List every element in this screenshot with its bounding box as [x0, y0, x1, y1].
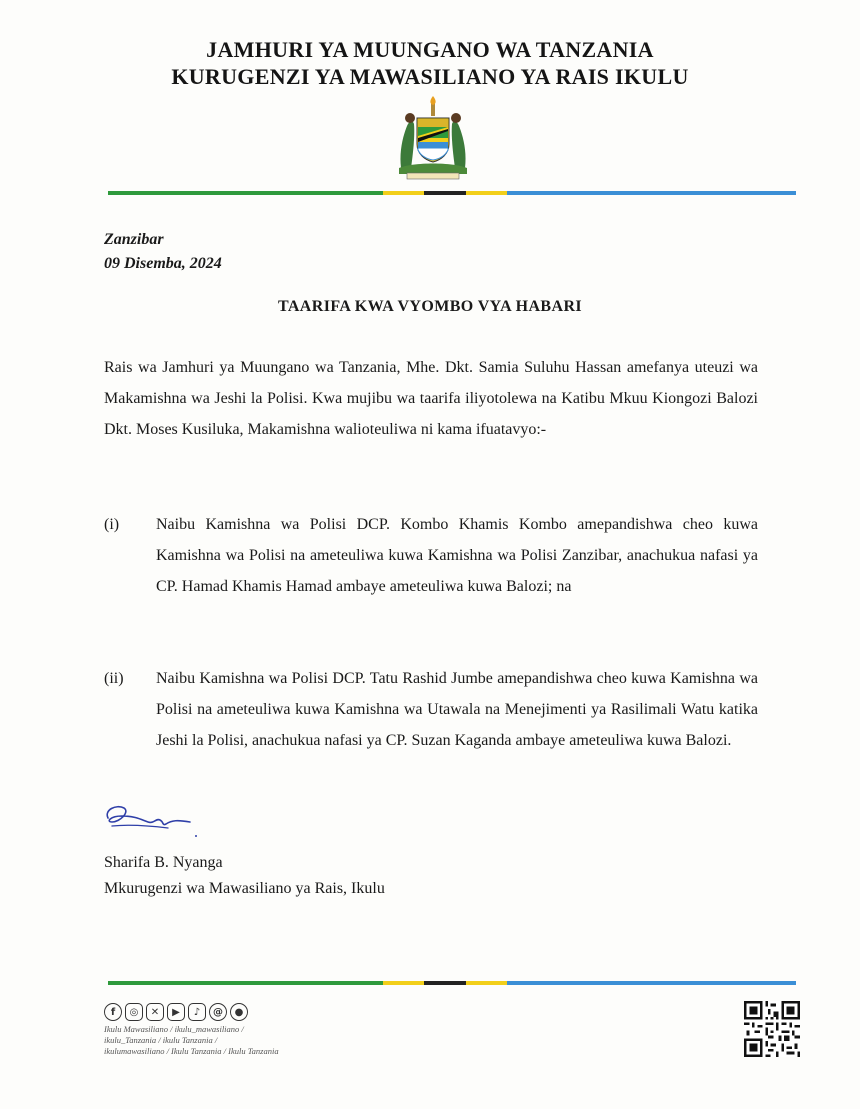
coat-of-arms-emblem: [393, 96, 473, 180]
tiktok-icon[interactable]: ♪: [188, 1003, 206, 1021]
signatory-name: Sharifa B. Nyanga: [104, 854, 223, 871]
podcast-icon[interactable]: ●: [230, 1003, 248, 1021]
x-icon[interactable]: ✕: [146, 1003, 164, 1021]
social-handles-line: ikulu_Tanzania / ikulu Tanzania /: [104, 1035, 218, 1045]
letterhead-line-2: KURUGENZI YA MAWASILIANO YA RAIS IKULU: [171, 64, 689, 89]
social-handles-line: Ikulu Mawasiliano / ikulu_mawasiliano /: [104, 1024, 244, 1034]
social-handles-line: ikulumawasiliano / Ikulu Tanzania / Ikulu Tanzania: [104, 1046, 279, 1056]
instagram-icon[interactable]: ◎: [125, 1003, 143, 1021]
social-icons-row: [104, 1003, 248, 1021]
threads-icon[interactable]: @: [209, 1003, 227, 1021]
date: 09 Disemba, 2024: [104, 255, 222, 272]
letterhead-line-1: JAMHURI YA MUUNGANO WA TANZANIA: [206, 37, 654, 62]
signatory-block: [104, 850, 385, 902]
list-item-number: (ii): [104, 670, 124, 687]
intro-paragraph: Rais wa Jamhuri ya Muungano wa Tanzania, Mhe. Dkt. Samia Suluhu Hassan amefanya uteuzi wa Makamishna wa Jeshi la Polisi. Kwa mujibu wa taarifa iliyotolewa na Katibu Mkuu Kiongozi Balozi Dkt. Moses Kusiluka, Makamishna walioteuliwa ni kama ifuatavyo:-: [104, 359, 758, 438]
social-handles: [104, 1024, 279, 1057]
list-item-text: Naibu Kamishna wa Polisi DCP. Kombo Khamis Kombo amepandishwa cheo kuwa Kamishna wa Polisi na ameteuliwa kuwa Kamishna wa Polisi Zanzibar, anachukua nafasi ya CP. Hamad Khamis Hamad ambaye ameteuliwa kuwa Balozi; na: [156, 516, 758, 595]
letterhead: [0, 36, 860, 90]
document-title: TAARIFA KWA VYOMBO VYA HABARI: [277, 298, 583, 315]
flag-color-divider-top: [108, 191, 796, 195]
handwritten-signature: [102, 800, 202, 842]
facebook-icon[interactable]: f: [104, 1003, 122, 1021]
qr-code[interactable]: [744, 1001, 800, 1057]
youtube-icon[interactable]: ▶: [167, 1003, 185, 1021]
flag-color-divider-bottom: [108, 981, 796, 985]
list-item-number: (i): [104, 516, 120, 533]
location: Zanzibar: [104, 231, 164, 248]
list-item-text: Naibu Kamishna wa Polisi DCP. Tatu Rashid Jumbe amepandishwa cheo kuwa Kamishna wa Polisi na ameteuliwa kuwa Kamishna wa Utawala na Menejimenti ya Rasilimali Watu katika Jeshi la Polisi, anachukua nafasi ya CP. Suzan Kaganda ambaye ameteuliwa kuwa Balozi.: [156, 670, 758, 749]
signatory-position: Mkurugenzi wa Mawasiliano ya Rais, Ikulu: [104, 880, 385, 897]
location-date-block: [104, 228, 222, 276]
